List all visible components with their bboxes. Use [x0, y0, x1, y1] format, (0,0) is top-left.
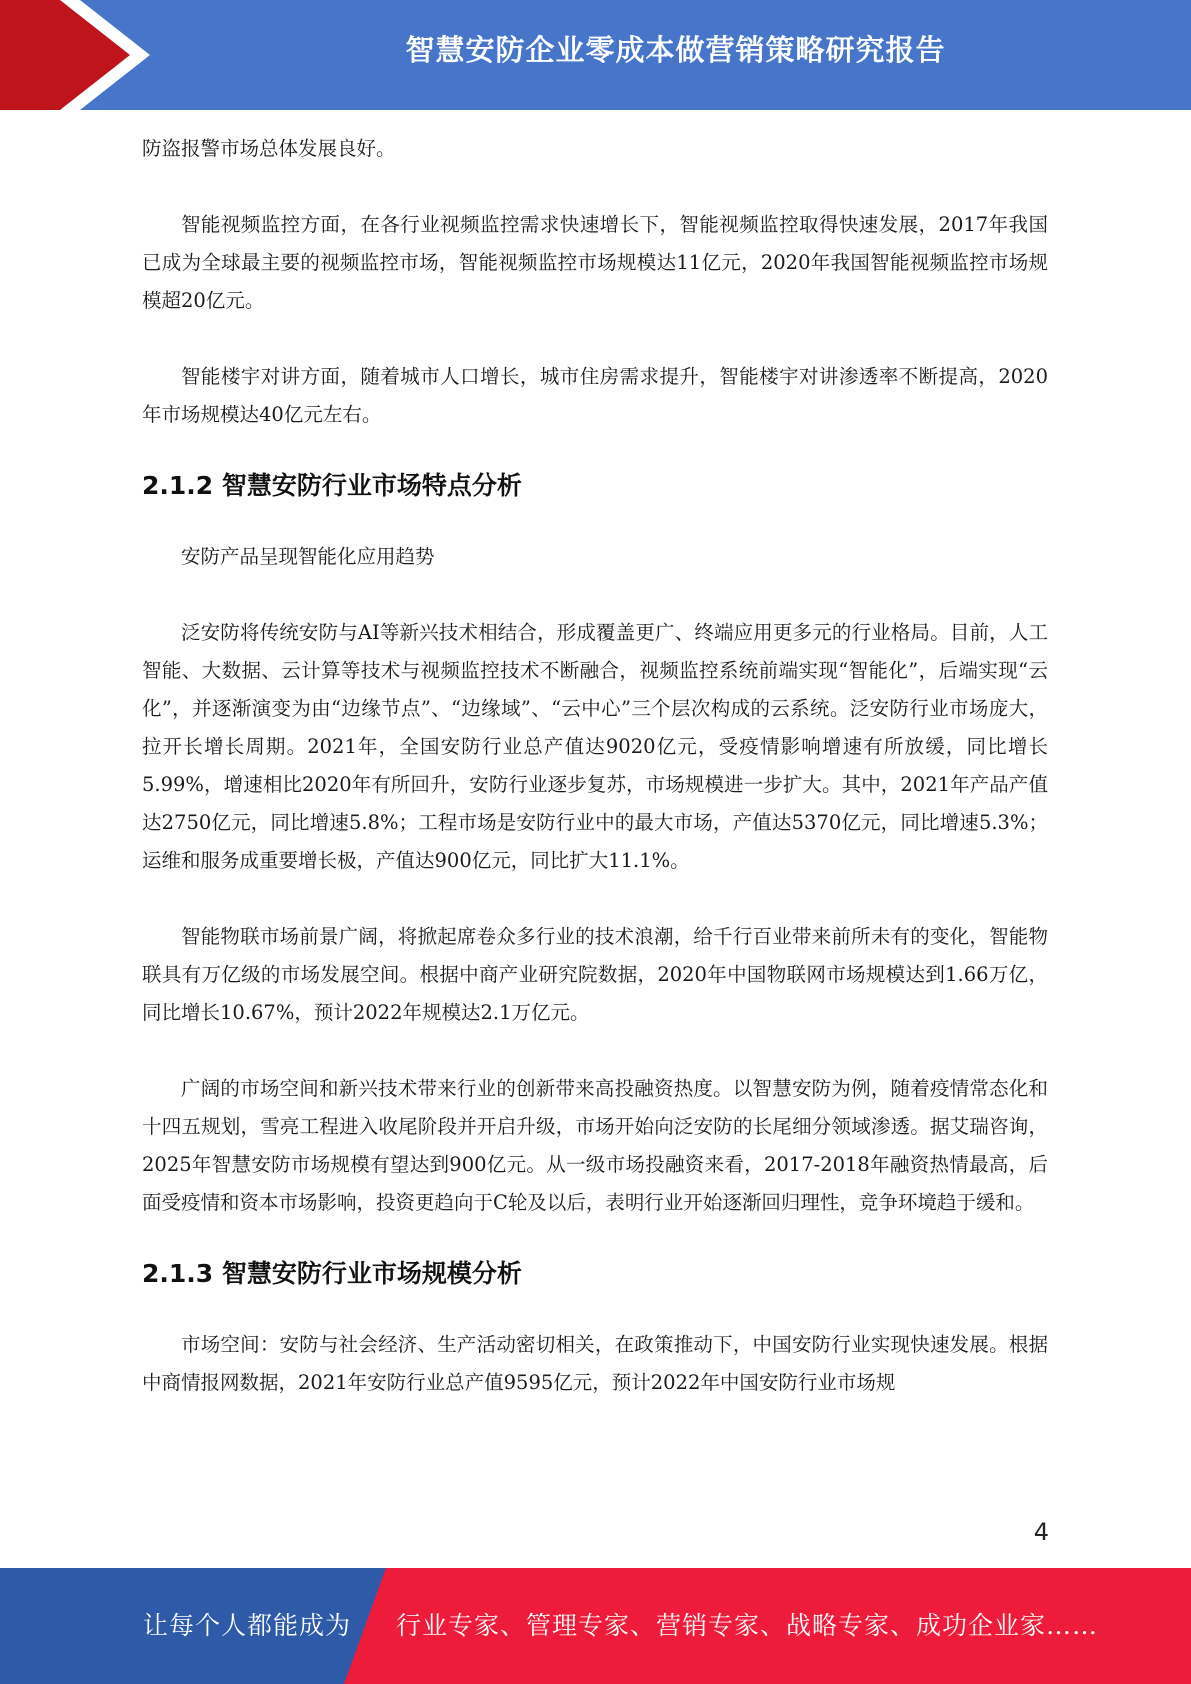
page-header [0, 0, 1191, 110]
header-arrow-decoration [0, 0, 170, 110]
paragraph-trend: 安防产品呈现智能化应用趋势 [181, 545, 435, 568]
paragraph-market-space: 市场空间：安防与社会经济、生产活动密切相关，在政策推动下，中国安防行业实现快速发展。根据中商情报网数据，2021年安防行业总产值9595亿元，预计2022年中国安防行业市场规 [142, 1333, 1048, 1394]
report-title: 智慧安防企业零成本做营销策略研究报告 [405, 33, 946, 67]
page-number: 4 [1033, 1518, 1049, 1546]
page-footer [0, 1568, 1191, 1684]
section-heading-2-1-3: 2.1.3 智慧安防行业市场规模分析 [142, 1259, 522, 1288]
paragraph-pan-security: 泛安防将传统安防与AI等新兴技术相结合，形成覆盖更广、终端应用更多元的行业格局。目前，人工智能、大数据、云计算等技术与视频监控技术不断融合，视频监控系统前端实现“智能化”，后端实现“云化”，并逐渐演变为由“边缘节点”、“边缘域”、“云中心”三个层次构成的云系统。泛安防行业市场庞大，拉开长增长周期。2021年，全国安防行业总产值达9020亿元，受疫情影响增速有所放缓，同比增长5.99%，增速相比2020年有所回升，安防行业逐步复苏，市场规模进一步扩大。其中，2021年产品产值达2750亿元，同比增速5.8%；工程市场是安防行业中的最大市场，产值达5370亿元，同比增速5.3%；运维和服务成重要增长极，产值达900亿元，同比扩大11.1%。 [142, 621, 1048, 872]
footer-slogan-left: 让每个人都能成为 [143, 1611, 352, 1640]
paragraph-iot: 智能物联市场前景广阔，将掀起席卷众多行业的技术浪潮，给千行百业带来前所未有的变化，智能物联具有万亿级的市场发展空间。根据中商产业研究院数据，2020年中国物联网市场规模达到1.66万亿，同比增长10.67%，预计2022年规模达2.1万亿元。 [142, 925, 1048, 1024]
paragraph-intro: 防盗报警市场总体发展良好。 [142, 137, 396, 160]
paragraph-video-surveillance: 智能视频监控方面，在各行业视频监控需求快速增长下，智能视频监控取得快速发展，2017年我国已成为全球最主要的视频监控市场，智能视频监控市场规模达11亿元，2020年我国智能视频监控市场规模超20亿元。 [142, 213, 1048, 312]
section-heading-2-1-2: 2.1.2 智慧安防行业市场特点分析 [142, 471, 522, 500]
document-body [142, 130, 1048, 1402]
paragraph-investment: 广阔的市场空间和新兴技术带来行业的创新带来高投融资热度。以智慧安防为例，随着疫情常态化和十四五规划，雪亮工程进入收尾阶段并开启升级，市场开始向泛安防的长尾细分领域渗透。据艾瑞咨询，2025年智慧安防市场规模有望达到900亿元。从一级市场投融资来看，2017-2018年融资热情最高，后面受疫情和资本市场影响，投资更趋向于C轮及以后，表明行业开始逐渐回归理性，竞争环境趋于缓和。 [142, 1077, 1048, 1214]
paragraph-building-intercom: 智能楼宇对讲方面，随着城市人口增长，城市住房需求提升，智能楼宇对讲渗透率不断提高，2020年市场规模达40亿元左右。 [142, 365, 1048, 426]
footer-slogan-right: 行业专家、管理专家、营销专家、战略专家、成功企业家…… [396, 1611, 1099, 1640]
